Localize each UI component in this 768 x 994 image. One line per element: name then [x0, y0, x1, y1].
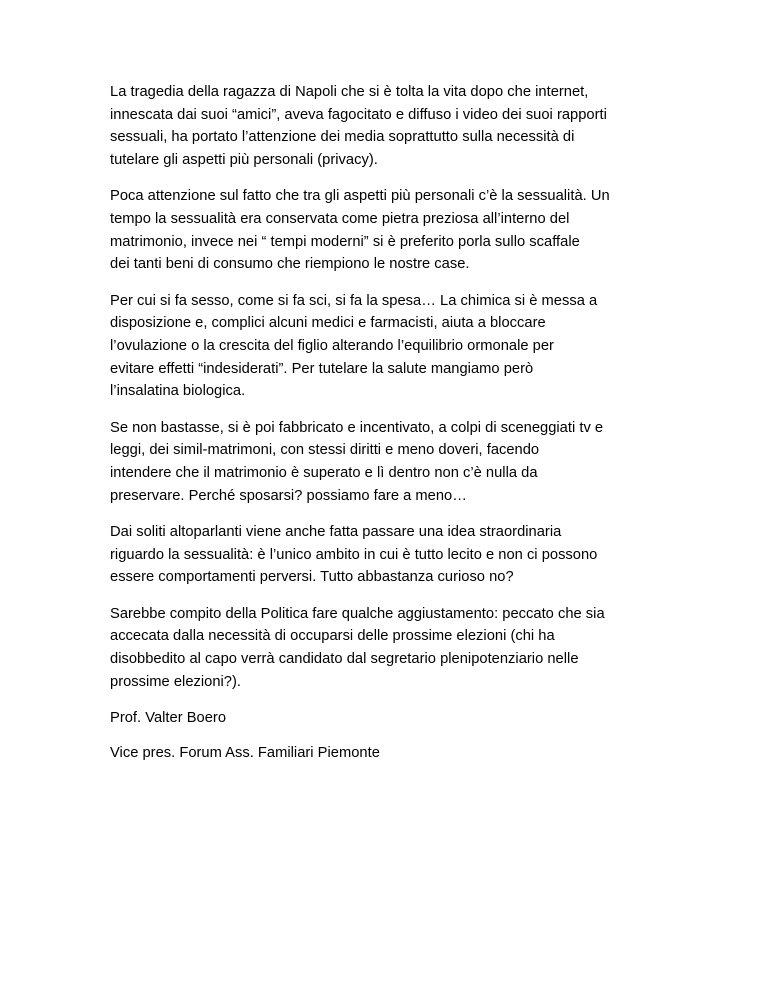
paragraph-5: Dai soliti altoparlanti viene anche fatta passare una idea straordinaria riguardo la sessualità: è l’unico ambito in cui è tutto lecito e non ci possono essere comportamenti perversi. Tutto abbastanza curioso no? — [110, 524, 598, 586]
paragraph-6: Sarebbe compito della Politica fare qualche aggiustamento: peccato che sia accecata dalla necessità di occuparsi delle prossime elezioni (chi ha disobbedito al capo verrà candidato dal segretario plenipotenziario nelle prossime elezioni?). — [110, 605, 605, 690]
signature-role: Vice pres. Forum Ass. Familiari Piemonte — [110, 744, 380, 761]
paragraph-4: Se non bastasse, si è poi fabbricato e incentivato, a colpi di sceneggiati tv e leggi, dei simil-matrimoni, con stessi diritti e meno doveri, facendo intendere che il matrimonio è superato e lì dentro non c’è nulla da preservare. Perché sposarsi? possiamo fare a meno… — [110, 419, 604, 504]
signature-name: Prof. Valter Boero — [110, 710, 227, 727]
paragraph-2: Poca attenzione sul fatto che tra gli aspetti più personali c’è la sessualità. Un tempo la sessualità era conservata come pietra preziosa all’interno del matrimonio, invece nei “ tempi moderni” si è preferito porla sullo scaffale dei tanti beni di consumo che riempiono le nostre case. — [110, 188, 610, 273]
paragraph-3: Per cui si fa sesso, come si fa sci, si fa la spesa… La chimica si è messa a disposizione e, complici alcuni medici e farmacisti, aiuta a bloccare l’ovulazione o la crescita del figlio alterando l’equilibrio ormonale per evitare effetti “indesiderati”. Per tutelare la salute mangiamo però l’insalatina biologica. — [110, 292, 598, 400]
paragraph-1: La tragedia della ragazza di Napoli che si è tolta la vita dopo che internet, innescata dai suoi “amici”, aveva fagocitato e diffuso i video dei suoi rapporti sessuali, ha portato l’attenzione dei media soprattutto sulla necessità di tutelare gli aspetti più personali (privacy). — [110, 84, 607, 168]
